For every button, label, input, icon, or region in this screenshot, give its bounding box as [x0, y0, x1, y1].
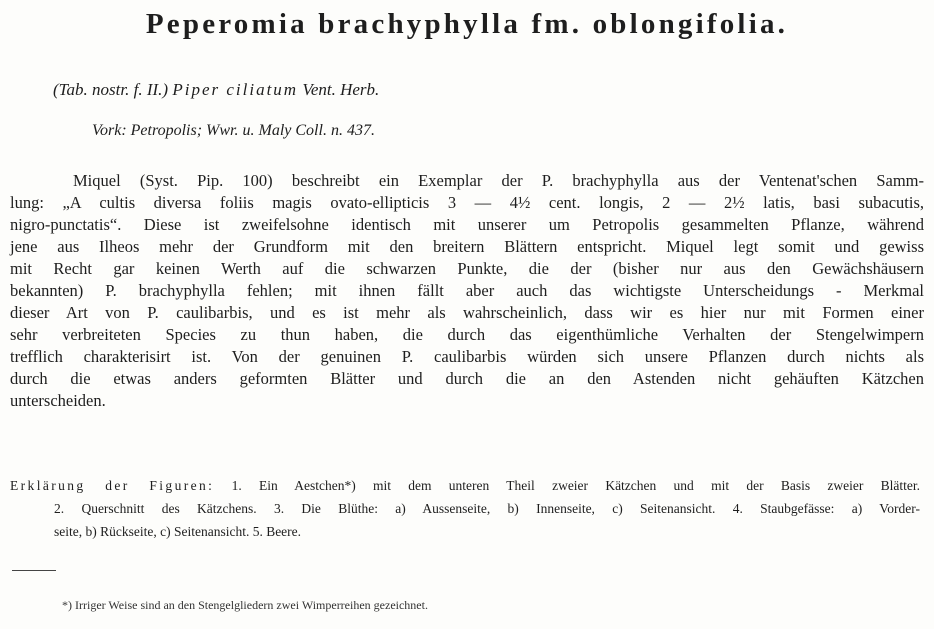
text-line: lung: „A cultis diversa foliis magis ovato-ellipticis 3 — 4½ cent. longis, 2 — 2½ latis, basi subacutis,: [10, 193, 924, 212]
text-line: dieser Art von P. caulibarbis, und es ist mehr als wahrscheinlich, dass wir es hier nur mit Formen einer: [10, 303, 924, 322]
explanation-text: 1. Ein Aestchen*) mit dem unteren Theil zweier Kätzchen und mit der Basis zweier Blätter.: [231, 478, 920, 493]
synonym-name: Piper ciliatum: [172, 80, 299, 99]
synonym-line: [53, 80, 379, 100]
locality-line: Vork: Petropolis; Wwr. u. Maly Coll. n. 437.: [92, 122, 375, 139]
text-line: bekannten) P. brachyphylla fehlen; mit ihnen fällt aber auch das wichtigste Unterscheidungs - Merkmal: [10, 281, 924, 300]
text-line: unterscheiden.: [10, 391, 106, 410]
synonym-ref: (Tab. nostr. f. II.): [53, 80, 169, 99]
explanation-line: 2. Querschnitt des Kätzchens. 3. Die Blüthe: a) Aussenseite, b) Innenseite, c) Seitenansicht. 4. Staubgefässe: a) Vorder-: [54, 501, 920, 516]
text-line: nigro-punctatis“. Diese ist zweifelsohne identisch mit unserer um Petropolis gesammelten Pflanze, während: [10, 215, 924, 234]
explanation-label: Erklärung der Figuren:: [10, 478, 215, 493]
text-line: durch die etwas anders geformten Blätter und durch die an den Astenden nicht gehäuften Kätzchen: [10, 369, 924, 388]
text-line: sehr verbreiteten Species zu thun haben, die durch das eigenthümliche Verhalten der Stengelwimpern: [10, 325, 924, 344]
species-title: Peperomia brachyphylla fm. oblongifolia.: [145, 8, 789, 40]
text-line: trefflich charakterisirt ist. Von der genuinen P. caulibarbis würden sich unsere Pflanzen durch nichts als: [10, 347, 924, 366]
explanation-line: seite, b) Rückseite, c) Seitenansicht. 5. Beere.: [54, 524, 302, 539]
text-line: Miquel (Syst. Pip. 100) beschreibt ein Exemplar der P. brachyphylla aus der Ventenat'schen Samm-: [73, 171, 924, 190]
explanation-line: [10, 474, 920, 497]
text-line: jene aus Ilheos mehr der Grundform mit den breitern Blättern entspricht. Miquel legt somit und gewiss: [10, 237, 924, 256]
text-line: mit Recht gar keinen Werth auf die schwarzen Punkte, die der (bisher nur aus den Gewächshäusern: [10, 259, 924, 278]
footnote-divider: [12, 570, 56, 571]
footnote: *) Irriger Weise sind an den Stengelgliedern zwei Wimperreihen gezeichnet.: [62, 598, 428, 612]
synonym-authority: Vent. Herb.: [302, 80, 380, 99]
